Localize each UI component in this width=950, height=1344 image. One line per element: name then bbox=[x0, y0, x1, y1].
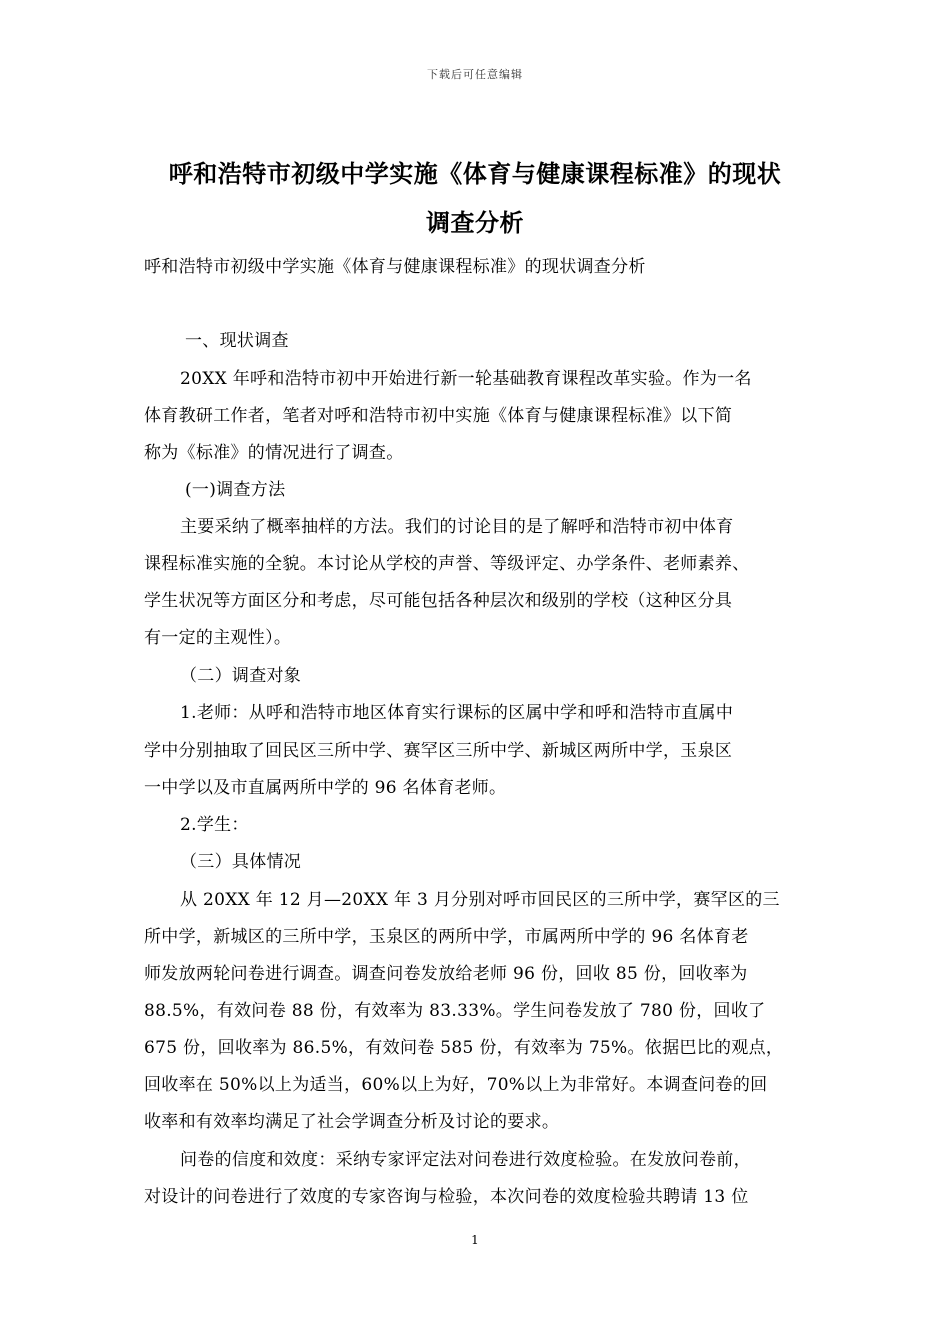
paragraph-line: 体育教研工作者，笔者对呼和浩特市初中实施《体育与健康课程标准》以下简 bbox=[144, 406, 733, 426]
paragraph-line: 88.5%，有效问卷 88 份，有效率为 83.33%。学生问卷发放了 780 份，回收了 bbox=[144, 1001, 766, 1021]
paragraph-line: 675 份，回收率为 86.5%，有效问卷 585 份，有效率为 75%。依据巴比的观点， bbox=[144, 1038, 784, 1058]
paragraph-line: 课程标准实施的全貌。本讨论从学校的声誉、等级评定、办学条件、老师素养、 bbox=[144, 554, 750, 574]
paragraph-line: 主要采纳了概率抽样的方法。我们的讨论目的是了解呼和浩特市初中体育 bbox=[180, 517, 734, 537]
paragraph-line: 师发放两轮问卷进行调查。调查问卷发放给老师 96 份，回收 85 份，回收率为 bbox=[144, 964, 748, 984]
paragraph-line: 1.老师：从呼和浩特市地区体育实行课标的区属中学和呼和浩特市直属中 bbox=[180, 703, 734, 723]
paragraph-line: 20XX 年呼和浩特市初中开始进行新一轮基础教育课程改革实验。作为一名 bbox=[180, 369, 752, 389]
paragraph-line: 收率和有效率均满足了社会学调查分析及讨论的要求。 bbox=[144, 1112, 560, 1132]
paragraph-line: 对设计的问卷进行了效度的专家咨询与检验，本次问卷的效度检验共聘请 13 位 bbox=[144, 1187, 749, 1207]
paragraph-line: 一中学以及市直属两所中学的 96 名体育老师。 bbox=[144, 778, 507, 798]
paragraph-line: 称为《标准》的情况进行了调查。 bbox=[144, 443, 404, 463]
subsection-heading: （三）具体情况 bbox=[180, 852, 302, 872]
paragraph-line: 问卷的信度和效度：采纳专家评定法对问卷进行效度检验。在发放问卷前， bbox=[180, 1150, 751, 1170]
subsection-heading: (一)调查方法 bbox=[185, 480, 286, 500]
subsection-heading: （二）调查对象 bbox=[180, 666, 302, 686]
paragraph-line: 2.学生： bbox=[180, 815, 249, 835]
paragraph-line: 学中分别抽取了回民区三所中学、赛罕区三所中学、新城区两所中学，玉泉区 bbox=[144, 741, 733, 761]
paragraph-line: 所中学，新城区的三所中学，玉泉区的两所中学，市属两所中学的 96 名体育老 bbox=[144, 927, 749, 947]
subtitle-line: 呼和浩特市初级中学实施《体育与健康课程标准》的现状调查分析 bbox=[144, 257, 646, 277]
document-title-line-2: 调查分析 bbox=[426, 209, 524, 237]
paragraph-line: 从 20XX 年 12 月—20XX 年 3 月分别对呼市回民区的三所中学，赛罕区的三 bbox=[180, 890, 780, 910]
document-title-line-1: 呼和浩特市初级中学实施《体育与健康课程标准》的现状 bbox=[168, 160, 782, 188]
paragraph-line: 有一定的主观性）。 bbox=[144, 628, 292, 648]
paragraph-line: 学生状况等方面区分和考虑，尽可能包括各种层次和级别的学校（这种区分具 bbox=[144, 591, 733, 611]
page-header: 下载后可任意编辑 bbox=[427, 68, 523, 81]
paragraph-line: 回收率在 50%以上为适当，60%以上为好，70%以上为非常好。本调查问卷的回 bbox=[144, 1075, 768, 1095]
section-heading: 一、现状调查 bbox=[185, 331, 289, 351]
page-number: 1 bbox=[471, 1233, 479, 1247]
